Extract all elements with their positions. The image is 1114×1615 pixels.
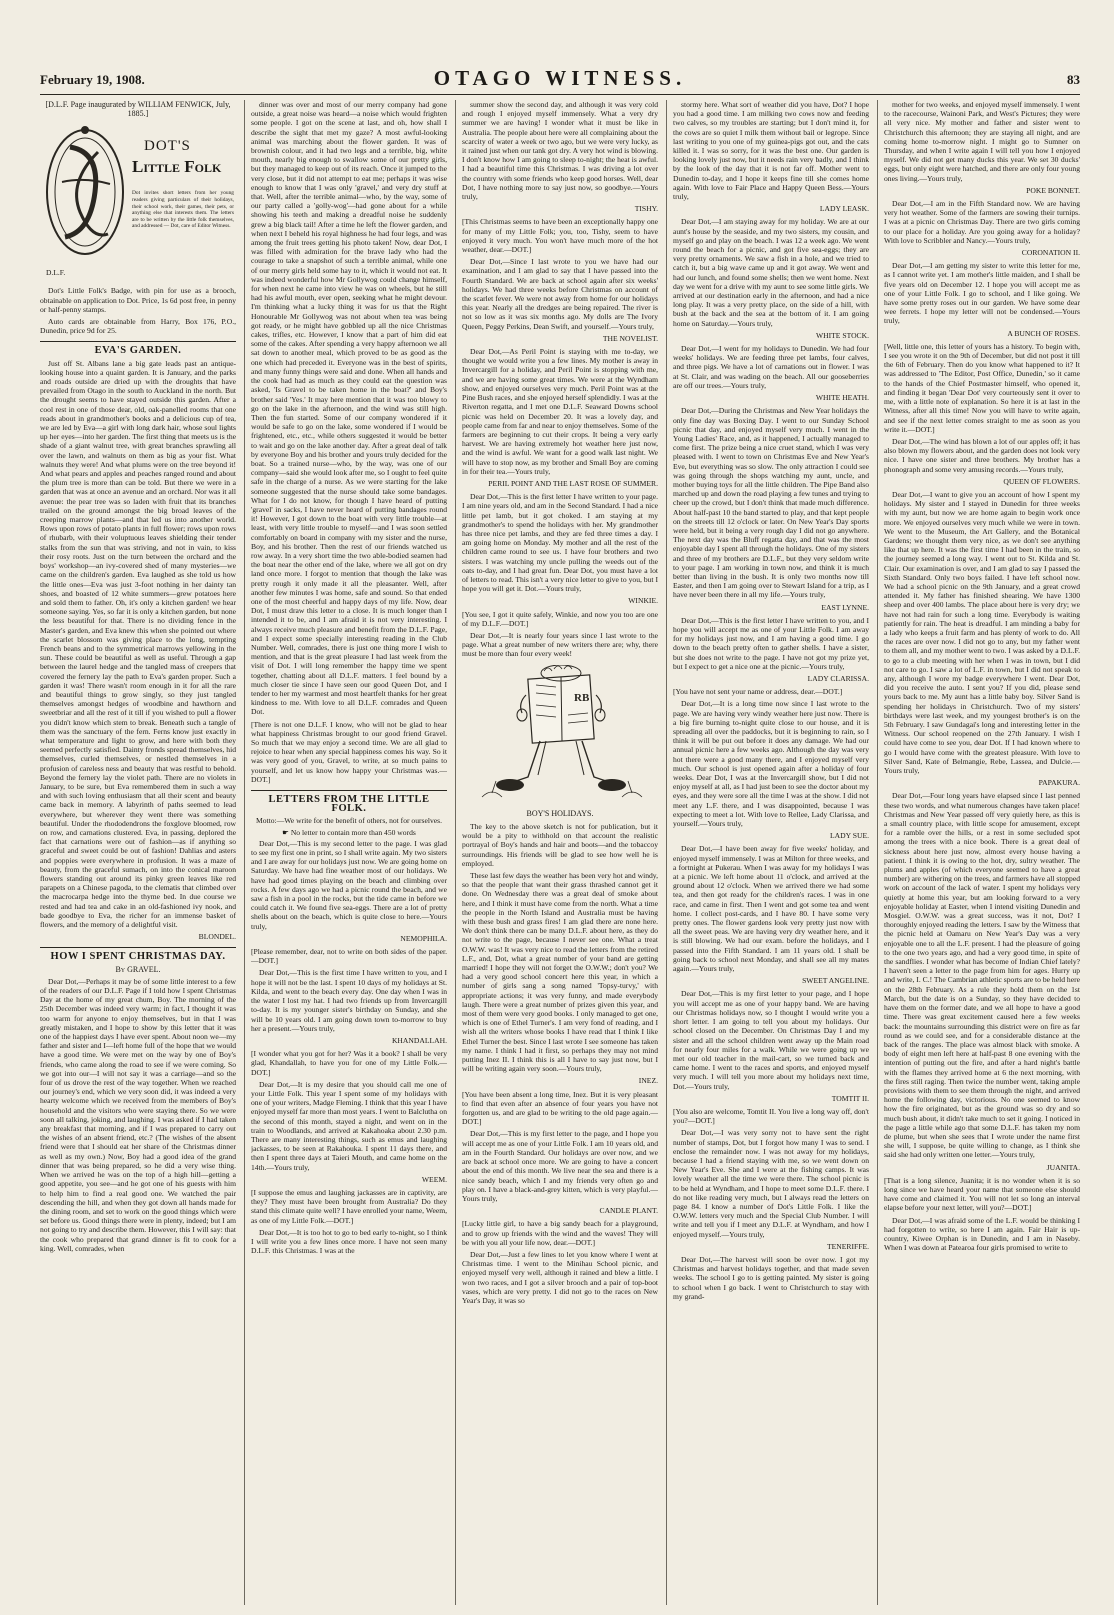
dots-little-folk-badge — [40, 122, 236, 282]
letter-body: summer show the second day, and although it was very cold and rough I enjoyed myself immensely. What a very dry summer we are having! I wonder what it must be like in Australia. The people about here were all complaining about the scarcity of water a week or two ago, but we were very lucky, as it rained just when our tank got dry. A very hot wind is blowing. I don't know how I am going to sleep to-night; the heat is awful. I had a beautiful time this Christmas. I was driving a lot over the country with some friends who keep good horses. Well, dear Dot, I have nothing more to say just now, so goodbye.—Yours truly, — [462, 100, 658, 202]
letter-signature: TOMTIT II. — [831, 1093, 869, 1103]
badge-subtitle: Little Folk — [132, 157, 222, 177]
letters-list — [251, 839, 447, 1256]
column-2 — [251, 100, 447, 1605]
letter-signature: POKE BONNET. — [1026, 185, 1080, 195]
letter-signature: NEMOPHILA. — [400, 933, 447, 943]
editor-note: [Please remember, dear, not to write on both sides of the paper.—DOT.] — [251, 947, 447, 966]
editor-note: [I suppose the emus and laughing jackasses are in captivity, are they? They must have been brought from Australia? Do they stand this climate quite well? I have enrolled your name, Weem, as one of my Little Folk.—DOT.] — [251, 1187, 447, 1225]
columns — [40, 100, 1080, 1605]
letter-signature: CORONATION II. — [1021, 248, 1080, 258]
letters-section-title: LETTERS FROM THE LITTLE FOLK. — [251, 790, 447, 813]
editor-note: [This Christmas seems to have been an exceptionally happy one for many of my Little Folk; you, too, Tishy, seem to have enjoyed it very much. You won't have much more of the hot weather, dear.—DOT.] — [462, 217, 658, 255]
letter-body: Dear Dot,—I am in the Fifth Standard now. We are having very hot weather. Some of the farmers are sowing their turnips. I was at a picnic on Christmas Day. There are two girls coming to our place for a holiday. Are you going away for a holiday? With love to Scribbler and Nancy.—Yours truly, — [884, 199, 1080, 245]
page-number: 83 — [1067, 72, 1080, 87]
editor-note: [You see, I got it quite safely, Winkie, and now you too are one of my D.L.F.—DOT.] — [462, 609, 658, 628]
letter-body: Dear Dot,—I am getting my sister to write this letter for me, as I cannot write yet. I am mother's little maiden, and I shall be five years old on December 12. I hope you will accept me as one of your Little Folk. I go to school, and I like going. We have some pretty roses out in our garden. We have some dear wee ferrets. I hope my letter will not be condensed.—Yours truly, — [884, 261, 1080, 326]
editor-note: [You also are welcome, Tomtit II. You live a long way off, don't you?—DOT.] — [673, 1106, 869, 1126]
badge-title: DOT'S — [144, 138, 191, 155]
letter-signature: CANDLE PLANT. — [599, 1206, 658, 1216]
letter-signature: A BUNCH OF ROSES. — [1007, 328, 1080, 338]
letter-body: Dear Dot,—I went for my holidays to Dunedin. We had four weeks' holidays. We are feeding three pet lambs, four calves, and three pigs. We have a lot of carnations out in flower. I was at St. Clair, and was wading on the beach. All our gooseberries are off our trees.—Yours truly, — [673, 344, 869, 390]
column-rule — [666, 100, 667, 1605]
letter-body: Dear Dot,—As Peril Point is staying with me to-day, we thought we would write you a few lines. My mother is away in Invercargill for a holiday, and Peril Point is stopping with me, and we are having some great times. We were at the Wyndham show, and enjoyed ourselves very much. Peril Point was at the Pine Bush races, and she enjoyed herself splendidly. I was at the Riverton regatta, and I met one D.L.F. Seaward Downs school picnic was held on December 20. It was a lovely day, and people came from far and near to enjoy themselves. Some of the farmers are beginning to cut their crops. It being a very early harvest. We are having extremely hot weather here just now, and the wind is awful. We want for a good walk last night. We will have to stop now, as my brother and Small Boy are coming in for their tea.—Yours truly, — [462, 347, 658, 476]
column-rule — [455, 100, 456, 1605]
letter-signature: WEEM. — [421, 1174, 447, 1184]
letter-signature: PAPAKURA. — [1038, 778, 1080, 788]
sketch-newspaper-label: RB — [574, 691, 590, 704]
column-4 — [673, 100, 869, 1605]
article-title: HOW I SPENT CHRISTMAS DAY. — [40, 947, 236, 961]
letter-body: The key to the above sketch is not for publication, but it would be a pity to withhold on that account the realistic portrayal of Boy's hands and hair and boots—and the tobaccoy surroundings. His friends will be glad to see how well he is employed. — [462, 821, 658, 868]
letter-signature: WHITE HEATH. — [815, 393, 869, 403]
boys-holidays-sketch — [462, 665, 658, 803]
column-1 — [40, 100, 236, 1605]
column-5 — [884, 100, 1080, 1605]
editor-note: [You have been absent a long time, Inez. But it is very pleasant to find that even after an absence of four years you have not forgotten us, and are glad to be writing to the old page again.—DOT.] — [462, 1089, 658, 1127]
letter-body: Dear Dot,—This is the first letter I have written to you, and I hope you will accept me as one of your Little Folk. I am away for my holidays just now, and I am having a good time. I go down to the beach pretty often to gather shells. I have a sister, but she does not write to the page. I have not got my prize yet, but I expect to get a nice one at the picnic.—Yours truly, — [673, 615, 869, 671]
letter-body: Dear Dot,—It is my desire that you should call me one of your Little Folk. This year I spent some of my holidays with one of your writers, Madge Fleming. I think that this year I have enjoyed myself far more than most years. I went to Balclutha on the second of this month, stayed a night, and went on in the train to Woodlands, and arrived at Kakahoaka about 2.30 p.m. There are many interesting things, such as emus and laughing jackasses, to be seen at Rakahouka. I spent 11 days there, and then I spent three days at Taieri Mouth, and came home on the 14th.—Yours truly, — [251, 1079, 447, 1172]
article-paragraph: Dear Dot,—Perhaps it may be of some little interest to a few of the readers of our D.L.F. Page if I told how I spent Christmas Day at the home of my great chum, Boy. The morning of the 25th December was indeed very warm; in fact, I thought it was too warm for anyone to enjoy themselves, but in that I was greatly mistaken, and I hope to show by this letter that it was one of the happiest days I have ever spent. About noon we—my father and sister and I—left home full of the hope that we would have a good time. We were met on the way by one of Boy's friends, who came along the road to see if we were coming. So we got into our—I will not say it was a carriage—and so the four of us drove the rest of the way together. When we reached our journey's end, which we very soon did, it was indeed a very hearty welcome which we received from the members of Boy's household and the visitors who were staying there. So we were soon all talking, joking, and laughing. I was asked if I had taken any breakfast that morning, and if I was prepared to carry out the wishes of an absent friend, etc.? (The wishes of the absent friend were that I should eat her share of the Christmas dinner as well as my own.) Now, Boy had a good idea of the grand dinner that was being prepared, so he did a very wise thing. When we arrived he was on the top of a high hill—getting a good appetite, you see—and he got one of his guests with him to help him to find a real good one. We watched the pair descending the hill, and when they got down all hands made for the dining room, and set to work on the good things which were set before us. Good things there were in plenty, indeed; but I am not going to try and describe them. However, this I will say: that the cook who prepared that grand dinner is fit to cook for a king. Well, comrades, when — [40, 976, 236, 1253]
editor-note: [Lucky little girl, to have a big sandy beach for a playground, and to grow up friends with the wind and the waves! They will be with you all your life now, dear.—DOT.] — [462, 1219, 658, 1247]
letter-body: Dear Dot,—I am staying away for my holiday. We are at our aunt's house by the seaside, and my two sisters, my cousin, and myself go and play on the beach. I was 12 a week ago. We went round the beach for a picnic, and got five sea-eggs; they are very pretty ornaments. We saw a fish in a hole, and we tried to catch it, but a big wave came up and it got away. We went and had our lunch, and found some shells; then we went home. Next day we went for a drive with my aunt to see some little girls. We arrived at our destination early in the afternoon, and had a nice long play. It was a very pretty place, on the side of a hill, with bush at the back and the sea at the bottom of it. I am going home on Saturday.—Yours truly, — [673, 217, 869, 328]
intro-paragraph: Dot's Little Folk's Badge, with pin for use as a brooch, obtainable on application to Dot. Price, 1s 6d post free, in penny or half-penny stamps. — [40, 286, 236, 314]
letter-signature: SWEET ANGELINE. — [802, 976, 869, 986]
letter-body: Dear Dot,—I want to give you an account of how I spent my holidays. My sister and I stayed in Dunedin for three weeks with my aunt, but now we are home again to begin work once more. We enjoyed ourselves very much while we were in town. We went to the Museum, the Art Gallery, and the Botanical Gardens; we thought them very nice, as we don't see anything like that up here. It was the first time I had been in the train, so the journey seemed a long way. I went out to St. Kilda and St. Clair. Our examination is over, and I am glad to say I passed the Sixth Standard. Only two boys failed. I have left school now. We had a school picnic on the 9th January, and a great crowd attended it. My father has finished shearing. We have 1300 sheep and over 400 lambs. The place about here is very dry; we have not had rain for such a long time. Everybody is waiting patiently for rain. The heat is dreadful. I am minding a baby for a lady who keeps a fruit farm and has plenty of work to do. All the races are over now. I did not go to any, but my father went to them all, and my mother went to two. I was asked by a D.L.F. to go to a club meeting with her when I was in town, but I did not care to go. I saw a lot of L.F. in town, but I did not speak to any, although I wore my badge everywhere I went. Dear Dot, did you receive the auto. I sent you? If you did, please send yours back to me. My aunt has a little baby boy. Silver Sand is spending her holidays in Christchurch. Two of my sisters' birthdays were last week, and my youngest brother's is on the 5th February. I saw Gundagai's long and interesting letter in the Witness. Our school reopened on the 27th January. I wish I could have come to see you, dear Dot. If I had known where to go I would have come with the greatest pleasure. With love to Silver Sand, Kate of Belmangie, Rebe, Lassea, and Dulcie.—Yours truly, — [884, 489, 1080, 776]
letter-body: Dear Dot,—Since I last wrote to you we have had our examination, and I am glad to say that I have passed into the Fourth Standard. We are back at school again after six weeks' holidays. We had three weeks before Christmas on account of the scarlet fever. We were not away from home for our holidays this year. Nearly all the dredges are being repaired. The river is not so low as it was six months ago. My dolls are The Ivory Queen, Peggy Perkins, Dean Swift, and yourself.—Yours truly, — [462, 257, 658, 331]
letter-signature: LADY CLARISSA. — [807, 673, 869, 683]
sketch-caption: BOY'S HOLIDAYS. — [526, 808, 594, 818]
word-limit-note: ☛ No letter to contain more than 450 words — [282, 827, 416, 837]
letter-signature: LADY LEASK. — [819, 204, 869, 214]
letter-body: Dear Dot,—The wind has blown a lot of our apples off; it has also blown my flowers about, and the garden does not look very nice. I have one sister and three brothers. My brother has a phonograph and some very amusing records.—Yours truly, — [884, 436, 1080, 474]
letter-body: Dear Dot,—This is my second letter to the page. I was glad to see my first one in print, so I shall write again. My two sisters and I are away for our holidays just now. We are going home on Saturday. We have had fine weather most of our holidays. We have had good times playing on the beach and climbing over rocks. A few days ago we had a picnic round the beach, and we saw a fish in a pool in the rocks, but the tide came in before we could catch it. We found five sea-eggs. There are a lot of pretty shells about on the beach, which is quite close to here.—Yours truly, — [251, 838, 447, 931]
letter-signature: EAST LYNNE. — [821, 602, 869, 612]
letter-body: Dear Dot,—It is nearly four years since I last wrote to the page. What a great number of new writers there are; why, there must be more than four every week! — [462, 630, 658, 659]
badge-blurb: Dot invites short letters from her young readers giving particulars of their holidays, their school work, their games, their pets, or anything else that interests them. The letters are to be written by the little folk themselves, and addressed — Dot, care of Editor Witness. — [132, 190, 234, 230]
masthead — [40, 66, 1080, 95]
letter-body: Dear Dot,—This is my first letter to the page, and I hope you will accept me as one of your Little Folk. I am 10 years old, and am in the Fourth Standard. Our holidays are over now, and we are back at school once more. We are going to have a concert about the end of this month. We live near the sea and there is a nice sandy beach, which I and my friends very often go and play on. I have a black-and-grey kitten, which is very playful.—Yours truly, — [462, 1129, 658, 1203]
newspaper-title: OTAGO WITNESS. — [433, 66, 687, 90]
letter-signature: WHITE STOCK. — [815, 330, 869, 340]
letter-body: Dear Dot,—It is a long time now since I last wrote to the page. We are having very windy weather here just now. There is a big fire burning to-night quite close to our house, and it is spreading all over the paddocks, but it is beginning to rain, so I think it will be put out before it does any damage. We had our annual picnic here a few weeks ago. Although the day was very hot there were a good many there, and I enjoyed myself very much. Our school is just opened again after a holiday of four weeks. Dear Dot, I was at the Invercargill show, but I did not enjoy myself at all, as I had just been to see the doctor about my eyes, and they were sore all the time I was at the show. I did not meet any L.F. there, and I was disappointed, because I was expecting to meet a lot. With love to Rellee, Lady Clarissa, and yourself.—Yours truly, — [673, 699, 869, 829]
column-3 — [462, 100, 658, 1605]
letter-signature: THE NOVELIST. — [602, 333, 658, 343]
story-paragraph: Just off St. Albans lane a big gate leads past an antique-looking house into a quaint garden. It is January, and the parks and roads outside are dried up with the droughts that have prevailed from Otago in the south to Auckland in the north. But the drought seems to have stayed outside this garden. After a cool rest in one of those dear, old, oak-panelled rooms that one reads about in grandmother's books and a delicious cup of tea, we are led by Eva—a girl with long dark hair, whose soul lights up her eyes—into her garden. The first thing that meets us is the shade of a giant walnut tree, with great branches sprawling all over the lawn, and walnuts on them as big as your fist. What walnuts they were! And what plums were on the tree beyond it! And what pears and apples and peaches ranged round and about the plum tree is more than can be told. But there we were in a garden that was at once an avenue and an orchard. Nor was it all avenue: the pear tree was so laden with fruit that its branches trailed on the ground amongst the big broad leaves of the creeping marrow plants—and that led us into another world. Rows upon rows of potato plants in full flower; rows upon rows of rhubarb, with their voluptuous leaves shielding their tender stalks from the sun that was striving, and not in vain, to kiss their rosy roots. Just on the turn between the orchard and the boys' workshop—an ivy-covered shed of many mysteries—we came on the children's garden. Eva laughed as she told us how the little ones—Eva was just 3-foot nothing in her dainty tan shoes, and boasted of 12 white summers—grew potatoes here and sold them to father. Oh, it's only a kitchen garden! we hear someone saying. Yes, so far it is only a kitchen garden, but none the less beautiful for that. There is no dividing fence in the Master's garden, and Eva knew this when she pointed out where the scarlet blossom was giving place to the long, tempting French beans and to the symmetrical marrows yellowing in the sun. These could be beautiful as well as useful. Through a gap between the laurel hedge and the tangled mass of creepers that covered the fernery lay the path to Eva's garden proper. Such a garden it was! There wasn't room enough in it for all the rare and beautiful things to grow singly, so they just tangled themselves amongst hedges of woodbine and hawthorn and sweetbriar and all the rest of it till if you wished to pull a flower you didn't know which stem to break. Beneath such a tangle of them was the sanctuary of the fern. Ferns know just exactly in what temperature and light to grow, and here with both they seemed perfectly satisfied. Dainty fronds spread themselves, hid themselves, curled themselves, or nestled themselves in a profusion of careless ness and beauty that was restful to behold. Beyond the fernery lay the violet path. There are no violets in January, to be sure, but Eva remembered them in such a way and with such loving enthusiasm that all their scent and beauty came back in memory. A labyrinth of paths seemed to lead everywhere, but wherever they went there was something beautiful. Under the rhododendrons the foxglove bloomed, row on row, and carnations clustered. Eva, in passing, deplored the fact that carnations were out of fashion—as if anything so graceful and sweet could be out of fashion! Dahlias and asters and poppies were everywhere in profusion. It was a maze of beauty, from the graceful sumach, on into the conical maroon flowers standing out around its pinky green leaves like red parapets on a Chinese pagoda, to the clematis that climbed over the macrocarpa hedge into the thyme bed. In due course we rested and had tea and cake in an old-fashioned ivy nook, and bade goodbye to Eva, the richer for an immense basket of flowers, and the memory of a delightful visit. — [40, 358, 236, 930]
editor-note: [You have not sent your name or address, dear.—DOT.] — [673, 687, 843, 697]
letter-signature: QUEEN OF FLOWERS. — [1003, 476, 1080, 486]
editor-note: [Well, little one, this letter of yours has a history. To begin with, I see you wrote it on the 9th of December, but did not post it till the 6th of February. Then do you know what happened to it? It was addressed to 'The Editor, Post Office, Dunedin,' so it came to the hands of the Chief Postmaster himself, who opened it, and finding it began 'Dear Dot' very courteously sent it over to me, with a little note of explanation. So here it is at last in the Witness, after all this time! Now you will have to write again, and see if the next letter comes straight to me as soon as you write it.—DOT.] — [884, 341, 1080, 434]
letter-body: Dear Dot,—The harvest will soon be over now. I got my Christmas and harvest holidays together, and that made seven weeks. The school I go to is getting painted. My sister is going to school when I go back. I went to Christchurch to stay with my grand- — [673, 1254, 869, 1301]
letter-body: These last few days the weather has been very hot and windy, so that the people that want their grass thrashed cannot get it done. On Wednesday there was a great deal of smoke about here, and I think it must have come from the north. What a time the people in the North Island and Australia must be having with these bush and grass fires! I am glad there are none here. We don't think there can be many D.L.F. about here, as they do not write to the page, because I never see one. What a treat O.W.W. was! It was very nice to read the letters from the retired L.F., and, Dot, what a great number of your band are getting married! I hope they will not forget the O.W.W.; don't you? We had a very good school concert here this year, in which a number of girls sang a song named 'Topsy-turvy,' with appropriate actions; it was very funny, and made everybody laugh. There were a great number of prizes given this year, and most of them were very good books. I only managed to get one, which is one of Ethel Turner's. I am very fond of reading, and I wish all the writers whose books I have read that I think I like Ethel Turner the best. Since I last wrote I see someone has taken my name. I think I had it first, so perhaps they may not mind putting Inez II. I think this is all I have to say just now, but I will be writing again very soon.—Yours truly, — [462, 871, 658, 1074]
letter-signature: KHANDALLAH. — [391, 1035, 447, 1045]
letter-signature: TISHY. — [634, 204, 658, 214]
letter-signature: INEZ. — [638, 1076, 658, 1086]
letter-body: Dear Dot,—During the Christmas and New Year holidays the only fine day was Boxing Day. I went to our Sunday School picnic that day, and enjoyed myself very much. I went in the Young Ladies' Race, and, as it happened, I actually managed to come first. The prize being a nice cruet stand, which I was very pleased with. I went to town on Christmas Eve and New Year's Eve, but everything was so slow. The only attraction I could see was going through the shops watching my aunt, uncle, and mother buying toys for all the little children. The Pipe Band also marched up and down the road playing a few tunes and trying to cheer up the crowd, but I don't think that made much difference. About half-past 10 the band started to play, and that kept people on the streets till 12 o'clock or later. On New Year's Day sports were held, but it being a very rough day I did not go anywhere. The next day was the Bluff regatta day, and that was the most enjoyable day I spent all through the holidays. One of my sisters and three of my brothers are D.L.F., but they very seldom write to your page. I am working in town now, and think it is much better than living in the bush. It is only two months now till Easter, and then I am going over to Stewart Island for a trip, as I have never been there in all my life.—Yours truly, — [673, 406, 869, 600]
letters-list — [462, 822, 658, 1305]
intro-paragraph: Auto cards are obtainable from Harry, Box 176, P.O., Dunedin, price 9d for 25. — [40, 317, 236, 336]
letter-body: Dear Dot,—This is the first time I have written to you, and I hope it will not be the last. I spent 10 days of my holidays at St. Kilda, and went to the beach every day. One day when I was in the water I lost my hat. I had two friends up from Invercargill to-day. It is my younger sister's birthday on Sunday, and she will be 10 years old. I am going down town to-morrow to buy her a present.—Yours truly, — [251, 968, 447, 1033]
letter-body: stormy here. What sort of weather did you have, Dot? I hope you had a good time. I am milking two cows now and feeding two calves, so my troubles are starting; but I don't mind it, for the cows are so quiet I milk them without bail or legrope. Since last writing to you one of my guinea-pigs got out, and the cats killed it. I was so sorry, for it was the best one. Our garden is looking lovely just now, but it needs rain very badly, and I think by the look of the day that it is not far off. Mother went to Dunedin to-day, and I hope it keeps fine till she comes home again. With love to Fair Place and Happy Queen Bess.—Yours truly, — [673, 100, 869, 202]
letter-body: Dear Dot,—Just a few lines to let you know where I went at Christmas time. I went to the Minihau School picnic, and enjoyed myself very well, although it rained and blew a little. I won two races, and I got a silver brooch and a pair of top-boot vases, which are very pretty. I did not go to the races on New Year's Day, it was so — [462, 1249, 658, 1305]
letter-signature: PERIL POINT AND THE LAST ROSE OF SUMMER. — [488, 478, 658, 488]
letter-body: Dear Dot,—This is the first letter I have written to your page. I am nine years old, and am in the Second Standard. I had a nice little pet lamb, but it got choked. I am staying at my grandmother's to spend the holidays with her. My grandmother has three nice pet lambs, and they are fed three times a day. I am going home on Monday. My mother and all the rest of the children came round to see us. I have four brothers and two sisters. I was watching my uncle pulling the weeds out of the oats to-day, and I had great fun. Dear Dot, you must have a lot of letters to read. This isn't a very nice letter to give to you, but I hope you will get it. Dot.—Yours truly, — [462, 492, 658, 594]
editor-note: [That is a long silence, Juanita; it is no wonder when it is so long since we have heard your name that someone else should have come and claimed it. You will not let so long an interval elapse before your next letter, will you?—DOT.] — [884, 1175, 1080, 1213]
letter-body: Dear Dot,—Four long years have elapsed since I last penned these two words, and what numerous changes have taken place! Christmas and New Year passed off very quietly here, as this is a small country place, with little scope for amusement, except for a ramble over the hills, or a rest in some secluded spot among the trees with a nice book. There is a great deal of sickness about here just now, almost every house having a patient. I think it is owing to the hot, dry, sultry weather. The plums and apples (of which everyone seemed to have a great number) are withering on the trees, and farmers have all stopped work on account of the lack of water. I spent my holidays very quietly at home this year, but am looking forward to a very enjoyable holiday at Easter, when I intend visiting Dunedin and Mosgiel. O.W.W. was a great success, was it not, Dot? I thoroughly enjoyed reading the letters. I saw by the Witness that the picnic held at Oamaru on New Year's Day was a very enjoyable one to all the L.F. present. I had the pleasure of going to the one two years ago, and had a very good time, in spite of the sandflies. I wonder what has become of Indian Chief lately? I haven't seen a letter to the page from him for ages. Hurry up and write, I. C.! The Cambrian athletic sports are to be held here on the 28th February. As a rule they hold them on the 1st March, but the date is on a Sunday, so they have decided to have them on the former date, and we all hope to have a good time. There was great excitement caused here a few weeks back: the mountains surrounding this district were on fire as far round as we could see, and for a considerable distance at the back of the ranges. The place was almost black with smoke. A body of eight men left here at half-past 8 one evening with the intention of putting out the fire, and after a hard night's battle with the flames they arrived home at 6 the next morning, with the fires still raging. Then twice the number went, taking ample provisions with them to see them through the night, and arrived home the following day, victorious. No one seemed to know how the fire originated, but as the ground was so dry and so much bush about, it didn't take much to set it going. I noticed in the page a little while ago that some D.L.F. has taken my nom de plume, but when she sees that I wrote under the name first she will, I suppose, be quite willing to change, as I think she said she had only written one letter.—Yours truly, — [884, 791, 1080, 1160]
letter-body: Dear Dot,—I was afraid some of the L.F. would be thinking I had forgotten to write, so here I am again. Fair Hair is up-country, Kiwee Orphan is in Dunedin, and I am in Naseby. When I was down at Patearoa four girls promised to write to — [884, 1215, 1080, 1253]
column-rule — [877, 100, 878, 1605]
editor-note: [I wonder what you got for her? Was it a book? I shall be very glad, Khandallah, to have you for one of my Little Folk.—DOT.] — [251, 1049, 447, 1077]
letter-signature: WINKIE. — [628, 596, 658, 606]
page-inauguration-note: [D.L.F. Page inaugurated by WILLIAM FENWICK, July, 1885.] — [45, 100, 231, 119]
letters-list — [884, 100, 1080, 1252]
letter-body: Dear Dot,—This is my first letter to your page, and I hope you will accept me as one of your happy band. We are having our Christmas holidays now, so I thought I would write you a short letter. I am going to tell you about my holidays. Our school closed on the December. On Christmas Day I and my sister and all the school children went away up the Main road for nearly four miles for a walk. While we were going up we met our old teacher in the mail-cart, so we turned back and came home. I went to the races and sports, and enjoyed myself very much. I will tell you more about my holidays next time, Dot.—Yours truly, — [673, 989, 869, 1091]
letter-signature: JUANITA. — [1046, 1162, 1080, 1172]
story-title: EVA'S GARDEN. — [40, 341, 236, 355]
editor-note: [There is not one D.L.F. I know, who will not be glad to hear what happiness Christmas brought to our good friend Gravel. So much that we may enjoy a second time. We are all glad to rejoice to hear when any special happiness comes his way. So it was very good of you, Gravel, to write, at so much pains to yourself, and let us know how happy your Christmas was.—DOT.] — [251, 719, 447, 784]
motto: Motto:—We write for the benefit of others, not for ourselves. — [255, 816, 443, 826]
letter-body: Dear Dot,—It is too hot to go to bed early to-night, so I think I will write you a few lines once more. I have not seen many D.L.F. this Christmas. I was at the — [251, 1227, 447, 1256]
column-rule — [244, 100, 245, 1605]
letters-list — [673, 100, 869, 1301]
monogram-emblem-icon — [40, 122, 130, 267]
letters-list — [462, 100, 658, 659]
article-byline: By GRAVEL. — [115, 964, 161, 974]
issue-date: February 19, 1908. — [40, 72, 145, 87]
letter-body: mother for two weeks, and enjoyed myself immensely. I went to the racecourse, Wainoni Park, and West's Pictures; they were all very nice. My mother and father and sister went to Christchurch this afternoon; they are staying all night, and are coming home to-morrow night. I might go to Sumner on Thursday, and when I write again I will tell you how I enjoyed myself. We did not get many ducks this year. We set 30 ducks' eggs, but only eight were hatched, and there are only four young ones living.—Yours truly, — [884, 100, 1080, 183]
article-continued: dinner was over and most of our merry company had gone outside, a great noise was heard—a noise which would frighten some people. I got on the scene at last, and oh, how shall I describe the sight that met my gaze? A most awful-looking animal was marching about the flower garden. It was of brownish colour, and it had two legs and a terrible, big, white mouth, nearly big enough to swallow some of our pretty girls, but they managed to keep out of its reach. Once it jumped to the very close, but it did not attempt to eat me; perhaps it was wise enough to know that I was only 'gravel,' and very dry stuff at that. Well, after the terrible animal—who, by the way, some of our party called a 'golly-wog'—had gone about for a while showing his teeth and making a dreadful noise he suddenly grew a big black tail! After a time he left the flower garden, and when next I beheld his royal highness he had four legs, and was among the fruit trees getting his photo taken! Now, dear Dot, I was filled with admiration for the brave lady who had the courage to take a snapshot of such a terrible animal, while one of our merry girls held some hay to it, which it would not eat. It was indeed wonderful how Mr Gollywog could change himself, for when next he came into view he was on wheels, but he still had his awful mouth, ever open, seeking what he might devour. I'm thinking what a lucky thing it was for us that the Right Honourable Mr Gollywog was not about when tea was being got ready, or he might have gobbled up all the nice Christmas cakes, trifles, etc. However, I know that a part of him did eat some of the cakes. After spending a very happy afternoon we all sat down to another meal, which proved to be as good as the one which had preceded it. Everyone was in the best of spirits, and many funny things were said and done. When all hands and the cook had had as much as they could eat the question was asked, 'Is Gravel to be taken home in the boat?' and Boy's brother said 'Yes.' It may here mention that it was too blowy to go on the lake in the afternoon, and the wind was still high. Then the fun started. Some of our company wondered if it would be safe to go on the lake, some wondered if I would be frightened, etc., etc., while others suggested it would be better to wait and go on the lake another day. After a great deal of talk by everyone Boy and his brother and yours truly decided for the boat. So a trained nurse—who, by the way, was one of our company—said she would look after me, so I ought to feel quite safe in the charge of a nurse. As we were starting for the lake someone suggested that the nurse should take some bandages. What for I do not know, for though I have heard of putting 'gravel' in sacks, I have never heard of putting bandages round it! However, I got down to the boat with very little trouble—at least, with very little trouble to myself—and I was soon settled comfortably on board in company with my sister and the nurse, Boy, and his brother. Then the rest of our friends watched us row away. In a very short time the two able-bodied seamen had the boat near the other end of the lake, where we all got on dry land once more. I forgot to mention that though the lake was pretty rough it only made it all the pleasanter. Well, after another few minutes I was home, safe and sound. So that ended one of the most cheerful and happy days of my life. Now, dear Dot, I must draw this letter to a close. It is much longer than I intended it to be, and I am afraid it is not very interesting. I always receive much pleasure and benefit from the D.L.F. Page, and I expect some specially interesting reading in the Club Number. Well, comrades, there is just one thing more I wish to mention, and that is the great pleasure I had last week from the visit of Dot. I will long remember the happy time we spent together, chatting about all D.L.F. matters. I feel bound by a much closer tie since I have seen our good Queen Dot, and I tender to her my warmest and most heartfelt thanks for her great kindness to me. With love to all D.L.F. comrades and Queen Dot. — [251, 100, 447, 717]
story-signature: BLONDEL. — [198, 932, 236, 942]
badge-label: D.L.F. — [46, 268, 66, 278]
letter-signature: TENERIFFE. — [827, 1241, 869, 1251]
letter-body: Dear Dot,—I have been away for five weeks' holiday, and enjoyed myself immensely. I was at Milton for three weeks, and a fortnight at Pukerau. When I was away for my holidays I was at a picnic. We left home about 11 o'clock, and arrived at the ground about 12 o'clock. When we arrived there we had some tea, and then got ready for the children's races. I was in one race, and came in first. Then I went and got some tea and went home. I collect post-cards, and I have 80. I have some very pretty ones. The flower gardens look very pretty just now with all the sweet peas. We are having very dry weather here, and it is still blowing. We had our exam. before the holidays, and I passed into the Fifth Standard. I am 11 years old. I shall be going back to school next Monday, and shall see all my mates again.—Yours truly, — [673, 844, 869, 974]
letter-body: Dear Dot,—I was very sorry not to have sent the right number of stamps, Dot, but I forgot how many I was to send. I enclose the remainder now. I was not away for my holidays, because I had a friend staying with me, so we went down on New Year's Eve. She and I were at the fishing camps. It was lovely weather all the time we were there. The school picnic is to be held at Wyndham, and I hope to meet some D.L.F. there. I do not like reading very much, but I always read the letters on page 84. I know a number of Dot's Little Folk. I like the O.W.W. letters very much and the Special Club Number. I will write and tell you if I meet any D.L.F. at Wyndham, and how I enjoyed myself.—Yours truly, — [673, 1128, 869, 1239]
letter-signature: LADY SUE. — [830, 831, 869, 841]
